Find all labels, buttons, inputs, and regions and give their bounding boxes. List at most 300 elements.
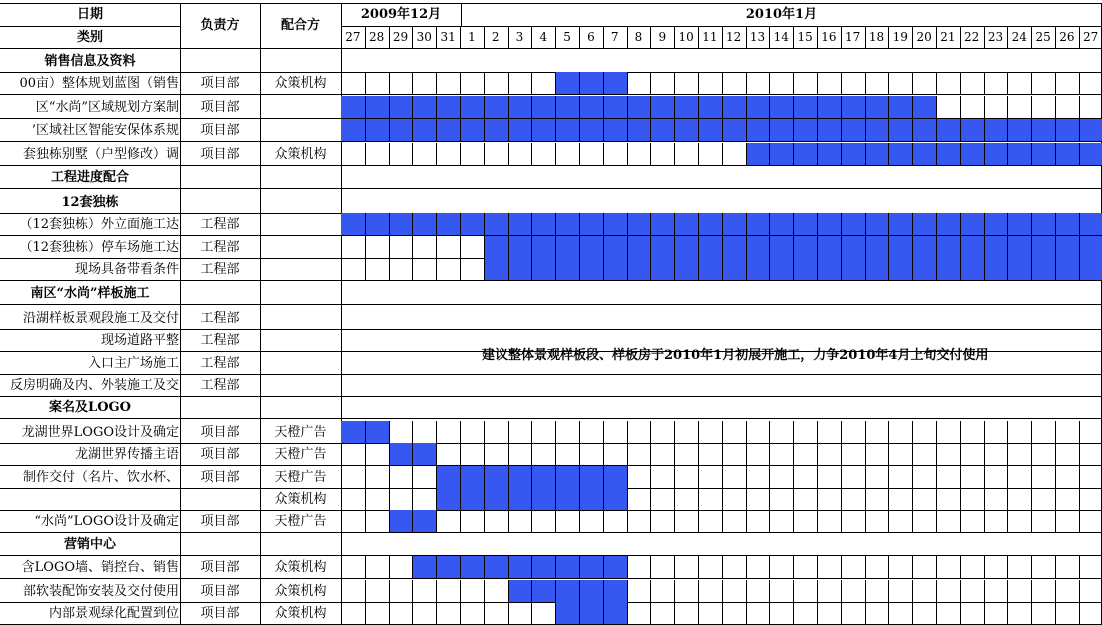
- day-divider: [888, 72, 889, 94]
- gantt-cell: [865, 580, 889, 602]
- gantt-cell: [888, 258, 912, 280]
- day-divider: [793, 236, 794, 258]
- section-title-text: 销售信息及资料: [44, 53, 136, 69]
- day-divider: [365, 602, 366, 624]
- gantt-cell: [746, 96, 770, 118]
- row-border: [0, 304, 1102, 305]
- gantt-cell: [365, 236, 389, 258]
- gantt-cell: [484, 96, 508, 118]
- day-divider: [769, 421, 770, 443]
- day-divider: [960, 510, 961, 532]
- gantt-cell: [555, 602, 579, 624]
- gantt-cell: [936, 213, 960, 235]
- day-divider: [531, 26, 532, 48]
- gantt-cell: [1007, 580, 1031, 602]
- owner-cell-text: 项目部: [200, 75, 240, 91]
- day-divider: [1079, 488, 1080, 510]
- gantt-cell: [1031, 556, 1055, 578]
- gantt-cell: [698, 421, 722, 443]
- gantt-cell: [555, 119, 579, 141]
- table-top-border: [0, 3, 1102, 4]
- day-divider: [793, 602, 794, 624]
- day-divider: [1079, 119, 1080, 141]
- day-header-text: 13: [749, 30, 766, 44]
- day-divider: [722, 580, 723, 602]
- gantt-cell: [888, 466, 912, 488]
- day-divider: [412, 556, 413, 578]
- section-title: [0, 396, 180, 418]
- day-divider: [555, 466, 556, 488]
- day-divider: [389, 119, 390, 141]
- day-divider: [698, 510, 699, 532]
- gantt-cell: [627, 602, 651, 624]
- gantt-cell: [531, 258, 555, 280]
- gantt-cell: [484, 488, 508, 510]
- gantt-cell: [1079, 119, 1102, 141]
- gantt-cell: [1079, 466, 1102, 488]
- gantt-cell: [1031, 602, 1055, 624]
- day-divider: [984, 421, 985, 443]
- gantt-cell: [960, 213, 984, 235]
- day-divider: [389, 258, 390, 280]
- day-header: [412, 26, 436, 48]
- owner-cell: [180, 307, 260, 329]
- partner-cell-text: 众策机构: [274, 605, 327, 621]
- gantt-cell: [436, 213, 460, 235]
- gantt-cell: [960, 488, 984, 510]
- day-divider: [698, 602, 699, 624]
- day-divider: [746, 258, 747, 280]
- day-divider: [1007, 119, 1008, 141]
- day-divider: [841, 143, 842, 165]
- gantt-cell: [508, 236, 532, 258]
- day-divider: [508, 488, 509, 510]
- day-divider: [746, 421, 747, 443]
- gantt-cell: [674, 143, 698, 165]
- gantt-cell: [984, 119, 1008, 141]
- gantt-cell: [912, 258, 936, 280]
- day-divider: [1031, 556, 1032, 578]
- day-divider: [460, 72, 461, 94]
- gantt-cell: [960, 421, 984, 443]
- gantt-cell: [841, 580, 865, 602]
- day-divider: [436, 580, 437, 602]
- day-divider: [960, 466, 961, 488]
- task-label: [0, 374, 179, 396]
- gantt-cell: [365, 143, 389, 165]
- gantt-cell: [365, 421, 389, 443]
- gantt-cell: [627, 258, 651, 280]
- gantt-cell: [674, 580, 698, 602]
- day-divider: [650, 580, 651, 602]
- day-divider: [365, 258, 366, 280]
- gantt-cell: [841, 213, 865, 235]
- section-title: [0, 191, 180, 213]
- day-divider: [436, 602, 437, 624]
- day-divider: [960, 580, 961, 602]
- day-divider: [579, 258, 580, 280]
- gantt-cell: [555, 72, 579, 94]
- partner-cell-text: 天橙广告: [274, 513, 327, 529]
- owner-cell-text: 工程部: [200, 216, 240, 232]
- day-divider: [1031, 443, 1032, 465]
- day-divider: [984, 72, 985, 94]
- day-divider: [484, 443, 485, 465]
- gantt-cell: [412, 443, 436, 465]
- day-divider: [412, 96, 413, 118]
- day-divider: [746, 72, 747, 94]
- gantt-cell: [603, 213, 627, 235]
- day-divider: [865, 258, 866, 280]
- gantt-cell: [1031, 213, 1055, 235]
- schedule-note: 建议整体景观样板段、样板房于2010年1月初展开施工，力争2010年4月上旬交付使用: [482, 348, 989, 363]
- day-divider: [769, 510, 770, 532]
- section-title: [0, 166, 180, 188]
- gantt-cell: [603, 443, 627, 465]
- day-divider: [531, 143, 532, 165]
- day-header-text: 30: [416, 30, 432, 44]
- task-label: [0, 307, 179, 329]
- day-divider: [627, 466, 628, 488]
- day-divider: [888, 580, 889, 602]
- day-divider: [1007, 556, 1008, 578]
- day-divider: [531, 466, 532, 488]
- day-divider: [1055, 443, 1056, 465]
- gantt-cell: [817, 96, 841, 118]
- gantt-cell: [627, 213, 651, 235]
- day-divider: [603, 488, 604, 510]
- gantt-cell: [936, 421, 960, 443]
- day-header: [1031, 26, 1055, 48]
- gantt-cell: [341, 143, 365, 165]
- partner-cell: [260, 488, 341, 510]
- gantt-cell: [531, 510, 555, 532]
- day-divider: [1007, 236, 1008, 258]
- day-divider: [817, 488, 818, 510]
- gantt-cell: [603, 143, 627, 165]
- day-divider: [460, 143, 461, 165]
- gantt-cell: [389, 556, 413, 578]
- day-divider: [603, 119, 604, 141]
- day-divider: [912, 72, 913, 94]
- gantt-cell: [531, 236, 555, 258]
- task-label-text: （12套独栋）停车场施工达: [19, 239, 179, 255]
- day-divider: [817, 466, 818, 488]
- gantt-cell: [984, 236, 1008, 258]
- gantt-cell: [460, 556, 484, 578]
- row-border: [0, 280, 1102, 281]
- day-divider: [627, 602, 628, 624]
- gantt-cell: [436, 236, 460, 258]
- gantt-cell: [508, 421, 532, 443]
- day-divider: [1079, 556, 1080, 578]
- day-divider: [888, 26, 889, 48]
- gantt-cell: [841, 466, 865, 488]
- gantt-cell: [960, 72, 984, 94]
- owner-header: [180, 3, 260, 48]
- gantt-cell: [603, 602, 627, 624]
- gantt-cell: [1007, 143, 1031, 165]
- gantt-cell: [746, 213, 770, 235]
- gantt-cell: [460, 213, 484, 235]
- gantt-cell: [841, 258, 865, 280]
- gantt-cell: [508, 466, 532, 488]
- month-header-jan-text: 2010年1月: [745, 6, 818, 22]
- owner-cell-text: 项目部: [200, 446, 240, 462]
- day-divider: [674, 72, 675, 94]
- day-divider: [1079, 421, 1080, 443]
- gantt-cell: [936, 72, 960, 94]
- day-divider: [936, 96, 937, 118]
- day-header-text: 16: [821, 30, 837, 44]
- day-divider: [460, 236, 461, 258]
- gantt-cell: [841, 421, 865, 443]
- gantt-cell: [746, 72, 770, 94]
- day-divider: [389, 143, 390, 165]
- gantt-cell: [508, 580, 532, 602]
- day-divider: [365, 236, 366, 258]
- day-header: [579, 26, 603, 48]
- gantt-cell: [579, 143, 603, 165]
- day-divider: [841, 602, 842, 624]
- gantt-cell: [412, 580, 436, 602]
- gantt-cell: [389, 236, 413, 258]
- gantt-cell: [436, 258, 460, 280]
- gantt-cell: [769, 466, 793, 488]
- gantt-cell: [1031, 72, 1055, 94]
- gantt-cell: [674, 602, 698, 624]
- gantt-cell: [817, 236, 841, 258]
- day-divider: [1055, 72, 1056, 94]
- partner-cell-text: 众策机构: [274, 146, 327, 162]
- day-divider: [841, 26, 842, 48]
- day-divider: [888, 556, 889, 578]
- gantt-cell: [341, 96, 365, 118]
- day-divider: [365, 72, 366, 94]
- day-divider: [888, 213, 889, 235]
- day-divider: [769, 602, 770, 624]
- gantt-cell: [698, 510, 722, 532]
- day-divider: [508, 556, 509, 578]
- day-divider: [627, 580, 628, 602]
- day-divider: [484, 602, 485, 624]
- day-divider: [865, 119, 866, 141]
- gantt-cell: [1079, 556, 1102, 578]
- gantt-cell: [579, 258, 603, 280]
- day-header: [1007, 26, 1031, 48]
- gantt-cell: [603, 510, 627, 532]
- day-divider: [650, 72, 651, 94]
- day-divider: [674, 26, 675, 48]
- gantt-cell: [603, 488, 627, 510]
- day-divider: [603, 96, 604, 118]
- day-divider: [579, 580, 580, 602]
- gantt-cell: [436, 96, 460, 118]
- day-divider: [531, 213, 532, 235]
- day-divider: [1079, 466, 1080, 488]
- gantt-cell: [341, 443, 365, 465]
- gantt-cell: [412, 119, 436, 141]
- owner-cell-text: 工程部: [200, 355, 240, 371]
- gantt-cell: [436, 488, 460, 510]
- gantt-cell: [674, 466, 698, 488]
- day-divider: [960, 213, 961, 235]
- gantt-cell: [865, 96, 889, 118]
- gantt-cell: [793, 72, 817, 94]
- gantt-cell: [460, 119, 484, 141]
- gantt-cell: [627, 421, 651, 443]
- day-divider: [484, 119, 485, 141]
- gantt-cell: [412, 556, 436, 578]
- day-divider: [936, 443, 937, 465]
- day-divider: [1007, 421, 1008, 443]
- gantt-cell: [484, 236, 508, 258]
- day-divider: [484, 510, 485, 532]
- day-divider: [912, 26, 913, 48]
- day-divider: [888, 443, 889, 465]
- gantt-cell: [793, 119, 817, 141]
- partner-cell: [260, 143, 341, 165]
- day-divider: [984, 556, 985, 578]
- gantt-cell: [1031, 580, 1055, 602]
- gantt-cell: [531, 72, 555, 94]
- day-divider: [460, 510, 461, 532]
- day-divider: [412, 258, 413, 280]
- owner-cell: [180, 119, 260, 141]
- day-divider: [1031, 26, 1032, 48]
- day-divider: [746, 236, 747, 258]
- day-divider: [912, 143, 913, 165]
- day-divider: [412, 602, 413, 624]
- gantt-cell: [793, 443, 817, 465]
- day-divider: [579, 72, 580, 94]
- gantt-cell: [436, 143, 460, 165]
- gantt-cell: [722, 421, 746, 443]
- day-divider: [484, 466, 485, 488]
- day-header-text: 26: [1059, 30, 1075, 44]
- gantt-cell: [365, 72, 389, 94]
- gantt-cell: [389, 213, 413, 235]
- day-divider: [722, 213, 723, 235]
- day-divider: [769, 72, 770, 94]
- day-divider: [984, 466, 985, 488]
- gantt-cell: [888, 510, 912, 532]
- day-divider: [1031, 510, 1032, 532]
- day-divider: [769, 258, 770, 280]
- gantt-cell: [1031, 258, 1055, 280]
- day-divider: [627, 556, 628, 578]
- gantt-cell: [674, 421, 698, 443]
- gantt-cell: [1079, 72, 1102, 94]
- day-divider: [865, 236, 866, 258]
- gantt-cell: [579, 556, 603, 578]
- day-divider: [1007, 580, 1008, 602]
- day-divider: [1007, 466, 1008, 488]
- gantt-cell: [936, 443, 960, 465]
- gantt-cell: [817, 421, 841, 443]
- day-divider: [865, 580, 866, 602]
- day-divider: [508, 258, 509, 280]
- gantt-cell: [484, 580, 508, 602]
- day-divider: [579, 421, 580, 443]
- day-divider: [817, 72, 818, 94]
- gantt-cell: [865, 488, 889, 510]
- gantt-cell: [1079, 213, 1102, 235]
- day-divider: [508, 26, 509, 48]
- gantt-cell: [484, 258, 508, 280]
- day-divider: [579, 96, 580, 118]
- day-divider: [436, 143, 437, 165]
- day-divider: [1007, 602, 1008, 624]
- gantt-cell: [888, 580, 912, 602]
- section-title-text: 南区“水尚”样板施工: [30, 285, 150, 301]
- day-divider: [817, 119, 818, 141]
- gantt-cell: [460, 72, 484, 94]
- gantt-cell: [888, 119, 912, 141]
- gantt-cell: [412, 510, 436, 532]
- partner-cell: [260, 72, 341, 94]
- gantt-cell: [698, 236, 722, 258]
- day-divider: [1031, 580, 1032, 602]
- day-divider: [960, 236, 961, 258]
- gantt-cell: [698, 72, 722, 94]
- day-divider: [412, 488, 413, 510]
- day-divider: [841, 510, 842, 532]
- gantt-cell: [412, 236, 436, 258]
- day-divider: [722, 96, 723, 118]
- day-divider: [531, 488, 532, 510]
- day-divider: [508, 119, 509, 141]
- day-divider: [460, 602, 461, 624]
- gantt-cell: [365, 488, 389, 510]
- gantt-cell: [936, 143, 960, 165]
- day-header-text: 27: [1083, 30, 1099, 44]
- day-divider: [769, 236, 770, 258]
- day-divider: [627, 26, 628, 48]
- gantt-cell: [912, 96, 936, 118]
- gantt-cell: [365, 580, 389, 602]
- day-header: [936, 26, 960, 48]
- section-title-text: 案名及LOGO: [49, 399, 131, 415]
- gantt-cell: [1055, 72, 1079, 94]
- gantt-cell: [650, 258, 674, 280]
- partner-cell: [260, 510, 341, 532]
- day-divider: [579, 143, 580, 165]
- gantt-cell: [936, 236, 960, 258]
- day-divider: [984, 602, 985, 624]
- gantt-cell: [603, 421, 627, 443]
- day-divider: [793, 488, 794, 510]
- owner-cell: [180, 96, 260, 118]
- day-divider: [793, 580, 794, 602]
- day-divider: [888, 510, 889, 532]
- day-divider: [865, 143, 866, 165]
- day-divider: [460, 488, 461, 510]
- gantt-cell: [841, 96, 865, 118]
- gantt-cell: [365, 213, 389, 235]
- date-header: [0, 3, 180, 25]
- day-divider: [698, 96, 699, 118]
- day-divider: [389, 510, 390, 532]
- day-header-text: 15: [797, 30, 813, 44]
- gantt-cell: [412, 488, 436, 510]
- day-divider: [674, 143, 675, 165]
- day-divider: [555, 213, 556, 235]
- day-divider: [1031, 602, 1032, 624]
- day-divider: [698, 236, 699, 258]
- day-divider: [769, 213, 770, 235]
- gantt-cell: [769, 213, 793, 235]
